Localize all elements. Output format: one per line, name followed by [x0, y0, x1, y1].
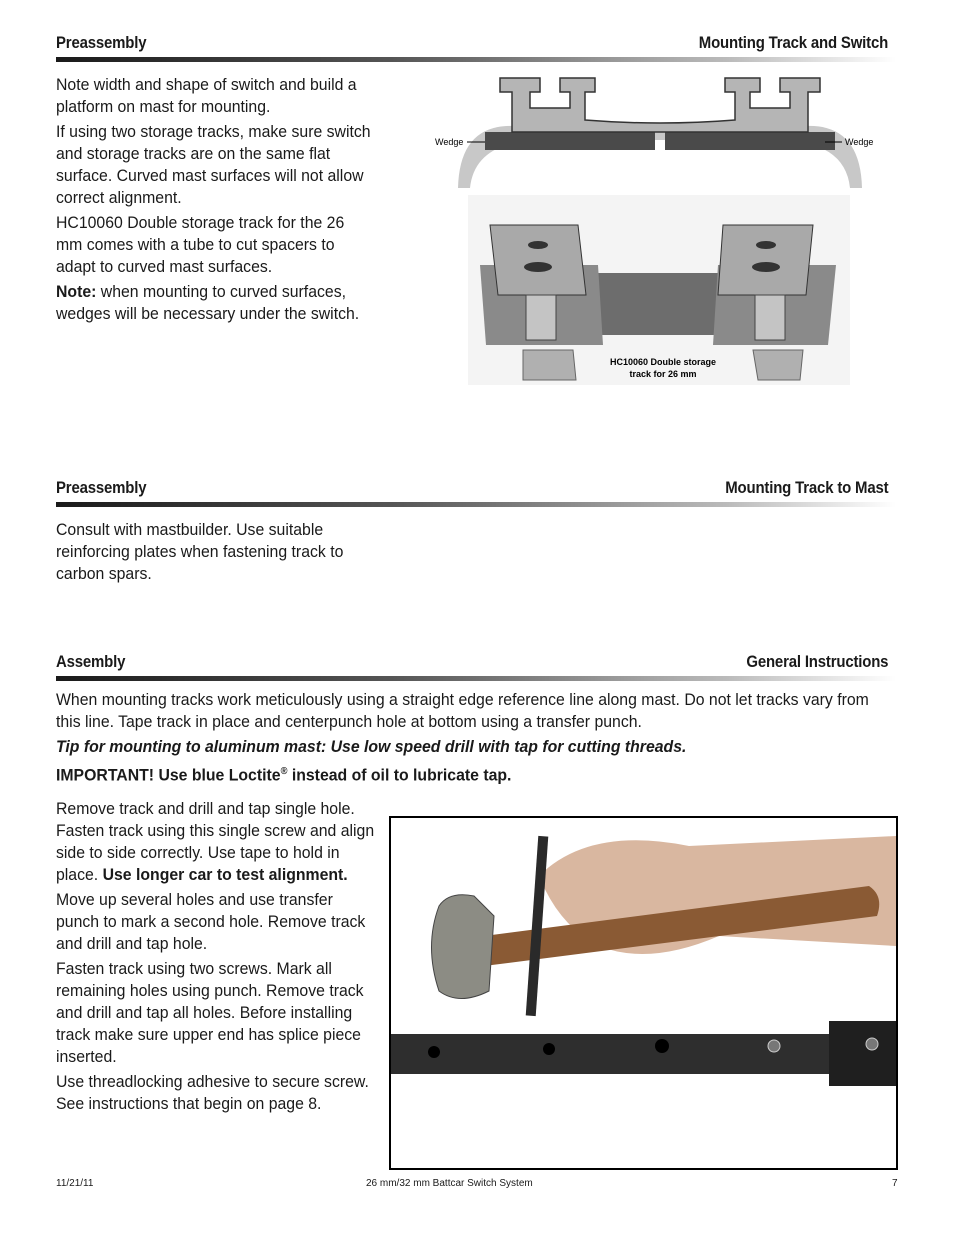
step1-text: Remove track and drill and tap single hole. Fasten track using this single screw and align side to side correctly. Use tape to hold in place. — [56, 799, 375, 884]
step-paragraph: Use threadlocking adhesive to secure screw. See instructions that begin on page 8. — [56, 1072, 369, 1113]
right-wedge — [753, 350, 803, 380]
note-label: Note: — [56, 282, 97, 301]
step1-bold: Use longer car to test alignment. — [102, 865, 348, 884]
double-storage-track-diagram — [468, 195, 850, 385]
important-pre: IMPORTANT! Use blue Loctite — [56, 765, 281, 785]
figure-caption-line2: track for 26 mm — [629, 369, 697, 379]
section-divider — [56, 676, 896, 681]
left-wedge — [523, 350, 576, 380]
wedge-left — [485, 132, 655, 150]
section1-text — [56, 74, 372, 328]
track-car — [829, 1021, 896, 1086]
figure-caption-line1: HC10060 Double storage — [609, 357, 717, 367]
section3-steps — [56, 798, 377, 1118]
hammer-head — [432, 895, 495, 999]
wedge-right — [665, 132, 835, 150]
track — [391, 1034, 831, 1074]
switch-profile — [500, 78, 820, 132]
right-track-hole — [752, 262, 780, 272]
right-track — [718, 225, 813, 295]
section-divider — [56, 502, 896, 507]
section-subheading-mounting-track-mast: Mounting Track to Mast — [724, 478, 888, 497]
footer-date: 11/21/11 — [56, 1178, 94, 1189]
track-hole — [655, 1039, 669, 1053]
section3-intro — [56, 689, 884, 790]
important-post: instead of oil to lubricate tap. — [287, 765, 512, 785]
paragraph: If using two storage tracks, make sure switch and storage tracks are on the same flat surface. Curved mast surfaces will not allow correct alignment. — [56, 122, 371, 207]
step-paragraph: Move up several holes and use transfer punch to mark a second hole. Remove track and drill and tap hole. — [56, 890, 366, 953]
transfer-punch-photo — [389, 816, 898, 1170]
tip-paragraph: Tip for mounting to aluminum mast: Use low speed drill with tap for cutting threads. — [56, 737, 687, 756]
switch-profile-diagram — [430, 70, 890, 195]
step-paragraph: Fasten track using two screws. Mark all remaining holes using punch. Remove track and drill and tap all holes. Before installing track make sure upper end has splice piece inserted. — [56, 959, 364, 1066]
section2-text — [56, 519, 344, 588]
section-subheading-mounting-track-switch: Mounting Track and Switch — [698, 33, 888, 52]
paragraph: When mounting tracks work meticulously using a straight edge reference line along mast. Do not let tracks vary from this line. Tape track in place and centerpunch hole at bottom using a transfer punch. — [56, 690, 869, 731]
footer-title: 26 mm/32 mm Battcar Switch System — [366, 1178, 533, 1189]
paragraph: Note width and shape of switch and build a platform on mast for mounting. — [56, 75, 357, 116]
right-slider — [755, 295, 785, 340]
important-paragraph — [56, 761, 884, 787]
left-slider — [526, 295, 556, 340]
left-track-hole — [528, 241, 548, 249]
track-screw — [866, 1038, 878, 1050]
registered-mark: ® — [280, 766, 288, 777]
paragraph: Consult with mastbuilder. Use suitable reinforcing plates when fastening track to carbon spars. — [56, 520, 344, 583]
note-paragraph — [56, 281, 372, 325]
left-track-hole — [524, 262, 552, 272]
paragraph: HC10060 Double storage track for the 26 mm comes with a tube to cut spacers to adapt to curved mast surfaces. — [56, 213, 345, 276]
section-subheading-general-instructions: General Instructions — [746, 652, 888, 671]
wedge-left-label: Wedge — [435, 137, 464, 147]
section-divider — [56, 57, 896, 62]
note-text: when mounting to curved surfaces, wedges will be necessary under the switch. — [56, 282, 360, 323]
footer-page-number: 7 — [892, 1178, 898, 1189]
step-paragraph — [56, 798, 377, 886]
section-heading-preassembly: Preassembly — [56, 478, 147, 497]
section-heading-preassembly: Preassembly — [56, 33, 147, 52]
spacer-plate — [593, 273, 733, 335]
track-hole — [428, 1046, 440, 1058]
track-screw — [768, 1040, 780, 1052]
track-hole — [543, 1043, 555, 1055]
section-heading-assembly: Assembly — [56, 652, 126, 671]
left-track — [490, 225, 586, 295]
right-track-hole — [756, 241, 776, 249]
wedge-right-label: Wedge — [845, 137, 874, 147]
